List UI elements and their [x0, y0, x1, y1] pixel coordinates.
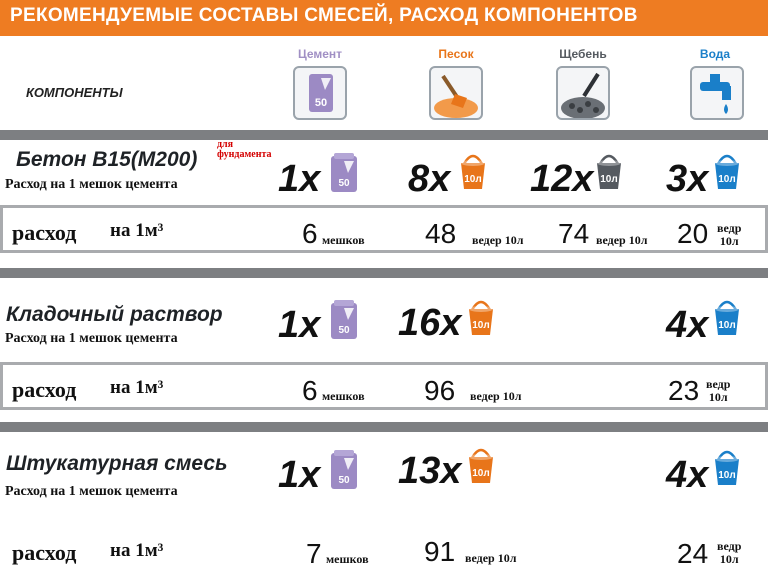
mix-title: Кладочный раствор — [6, 303, 223, 326]
water-multiplier: 4х — [666, 454, 709, 496]
usage-label: расход — [12, 377, 77, 402]
cement-bag-icon — [330, 300, 358, 340]
sand-unit: ведер 10л — [470, 389, 522, 403]
cement-qty: 6 — [302, 375, 318, 406]
gravel-multiplier: 12х — [530, 158, 594, 200]
cement-unit: мешков — [322, 233, 365, 247]
sand-qty: 96 — [424, 375, 456, 406]
cement-qty: 7 — [306, 538, 322, 569]
water-unit — [717, 540, 741, 566]
mix-title: Бетон B15(M200) — [16, 148, 198, 171]
sand-qty: 48 — [425, 218, 457, 249]
bucket-volume-text: 10л — [718, 470, 736, 481]
cement-unit: мешков — [326, 552, 369, 566]
cement-unit: мешков — [322, 389, 365, 403]
page-title: РЕКОМЕНДУЕМЫЕ СОСТАВЫ СМЕСЕЙ, РАСХОД КОМПОНЕНТОВ — [10, 5, 638, 26]
cement-bag-icon — [330, 153, 358, 193]
bag-weight-text: 50 — [338, 475, 350, 486]
cement-multiplier: 1х — [278, 304, 321, 346]
per-bag-label: Расход на 1 мешок цемента — [5, 331, 178, 346]
section-divider — [0, 268, 768, 278]
water-unit — [717, 222, 741, 248]
gravel-qty: 74 — [558, 218, 590, 249]
usage-per: на 1м³ — [110, 220, 164, 241]
mix-title: Штукатурная смесь — [6, 452, 228, 475]
cement-multiplier: 1х — [278, 454, 321, 496]
gravel-bucket-icon — [594, 152, 624, 190]
cement-icon — [293, 66, 347, 120]
usage-label: расход — [12, 220, 77, 245]
sand-unit: ведер 10л — [472, 233, 524, 247]
sand-multiplier: 8х — [408, 158, 451, 200]
gravel-label: Щебень — [559, 47, 607, 61]
gravel-unit: ведер 10л — [596, 233, 648, 247]
per-bag-label: Расход на 1 мешок цемента — [5, 484, 178, 499]
sand-label: Песок — [438, 47, 474, 61]
sand-shovel-icon — [429, 66, 483, 120]
bucket-volume-text: 10л — [600, 174, 618, 185]
sand-bucket-icon — [458, 152, 488, 190]
mix-note-line-2: фундамента — [217, 149, 272, 160]
water-bucket-icon — [712, 448, 742, 486]
water-label: Вода — [699, 47, 731, 61]
cement-multiplier: 1х — [278, 158, 321, 200]
water-bucket-icon — [712, 298, 742, 336]
cement-bag-weight: 50 — [314, 97, 328, 109]
bucket-volume-text: 10л — [472, 320, 490, 331]
sand-bucket-icon — [466, 446, 496, 484]
water-tap-icon — [690, 66, 744, 120]
water-unit-line-1: ведр — [717, 539, 742, 553]
per-bag-label: Расход на 1 мешок цемента — [5, 177, 178, 192]
usage-per: на 1м³ — [110, 377, 164, 398]
sand-multiplier: 16х — [398, 302, 462, 344]
sand-qty: 91 — [424, 536, 456, 567]
water-unit-line-2: 10л — [708, 390, 728, 404]
water-multiplier: 4х — [666, 304, 709, 346]
bucket-volume-text: 10л — [472, 468, 490, 479]
section-divider — [0, 130, 768, 140]
water-unit-line-1: ведр — [717, 221, 742, 235]
water-unit-line-2: 10л — [719, 234, 739, 248]
sand-multiplier: 13х — [398, 450, 462, 492]
gravel-shovel-icon — [556, 66, 610, 120]
water-unit — [706, 378, 730, 404]
water-unit-line-1: ведр — [706, 377, 731, 391]
mix-note-line-1: для — [217, 139, 234, 150]
water-multiplier: 3х — [666, 158, 709, 200]
cement-label: Цемент — [297, 47, 343, 61]
water-qty: 20 — [677, 218, 709, 249]
bucket-volume-text: 10л — [718, 320, 736, 331]
bucket-volume-text: 10л — [464, 174, 482, 185]
usage-per: на 1м³ — [110, 540, 164, 561]
sand-bucket-icon — [466, 298, 496, 336]
cement-bag-icon — [330, 450, 358, 490]
cement-qty: 6 — [302, 218, 318, 249]
bag-weight-text: 50 — [338, 178, 350, 189]
components-label: КОМПОНЕНТЫ — [26, 85, 123, 100]
water-qty: 24 — [677, 538, 709, 569]
section-divider — [0, 422, 768, 432]
usage-label: расход — [12, 540, 77, 565]
bag-weight-text: 50 — [338, 325, 350, 336]
water-bucket-icon — [712, 152, 742, 190]
water-unit-line-2: 10л — [719, 552, 739, 566]
bucket-volume-text: 10л — [718, 174, 736, 185]
water-qty: 23 — [668, 375, 700, 406]
sand-unit: ведер 10л — [465, 551, 517, 565]
